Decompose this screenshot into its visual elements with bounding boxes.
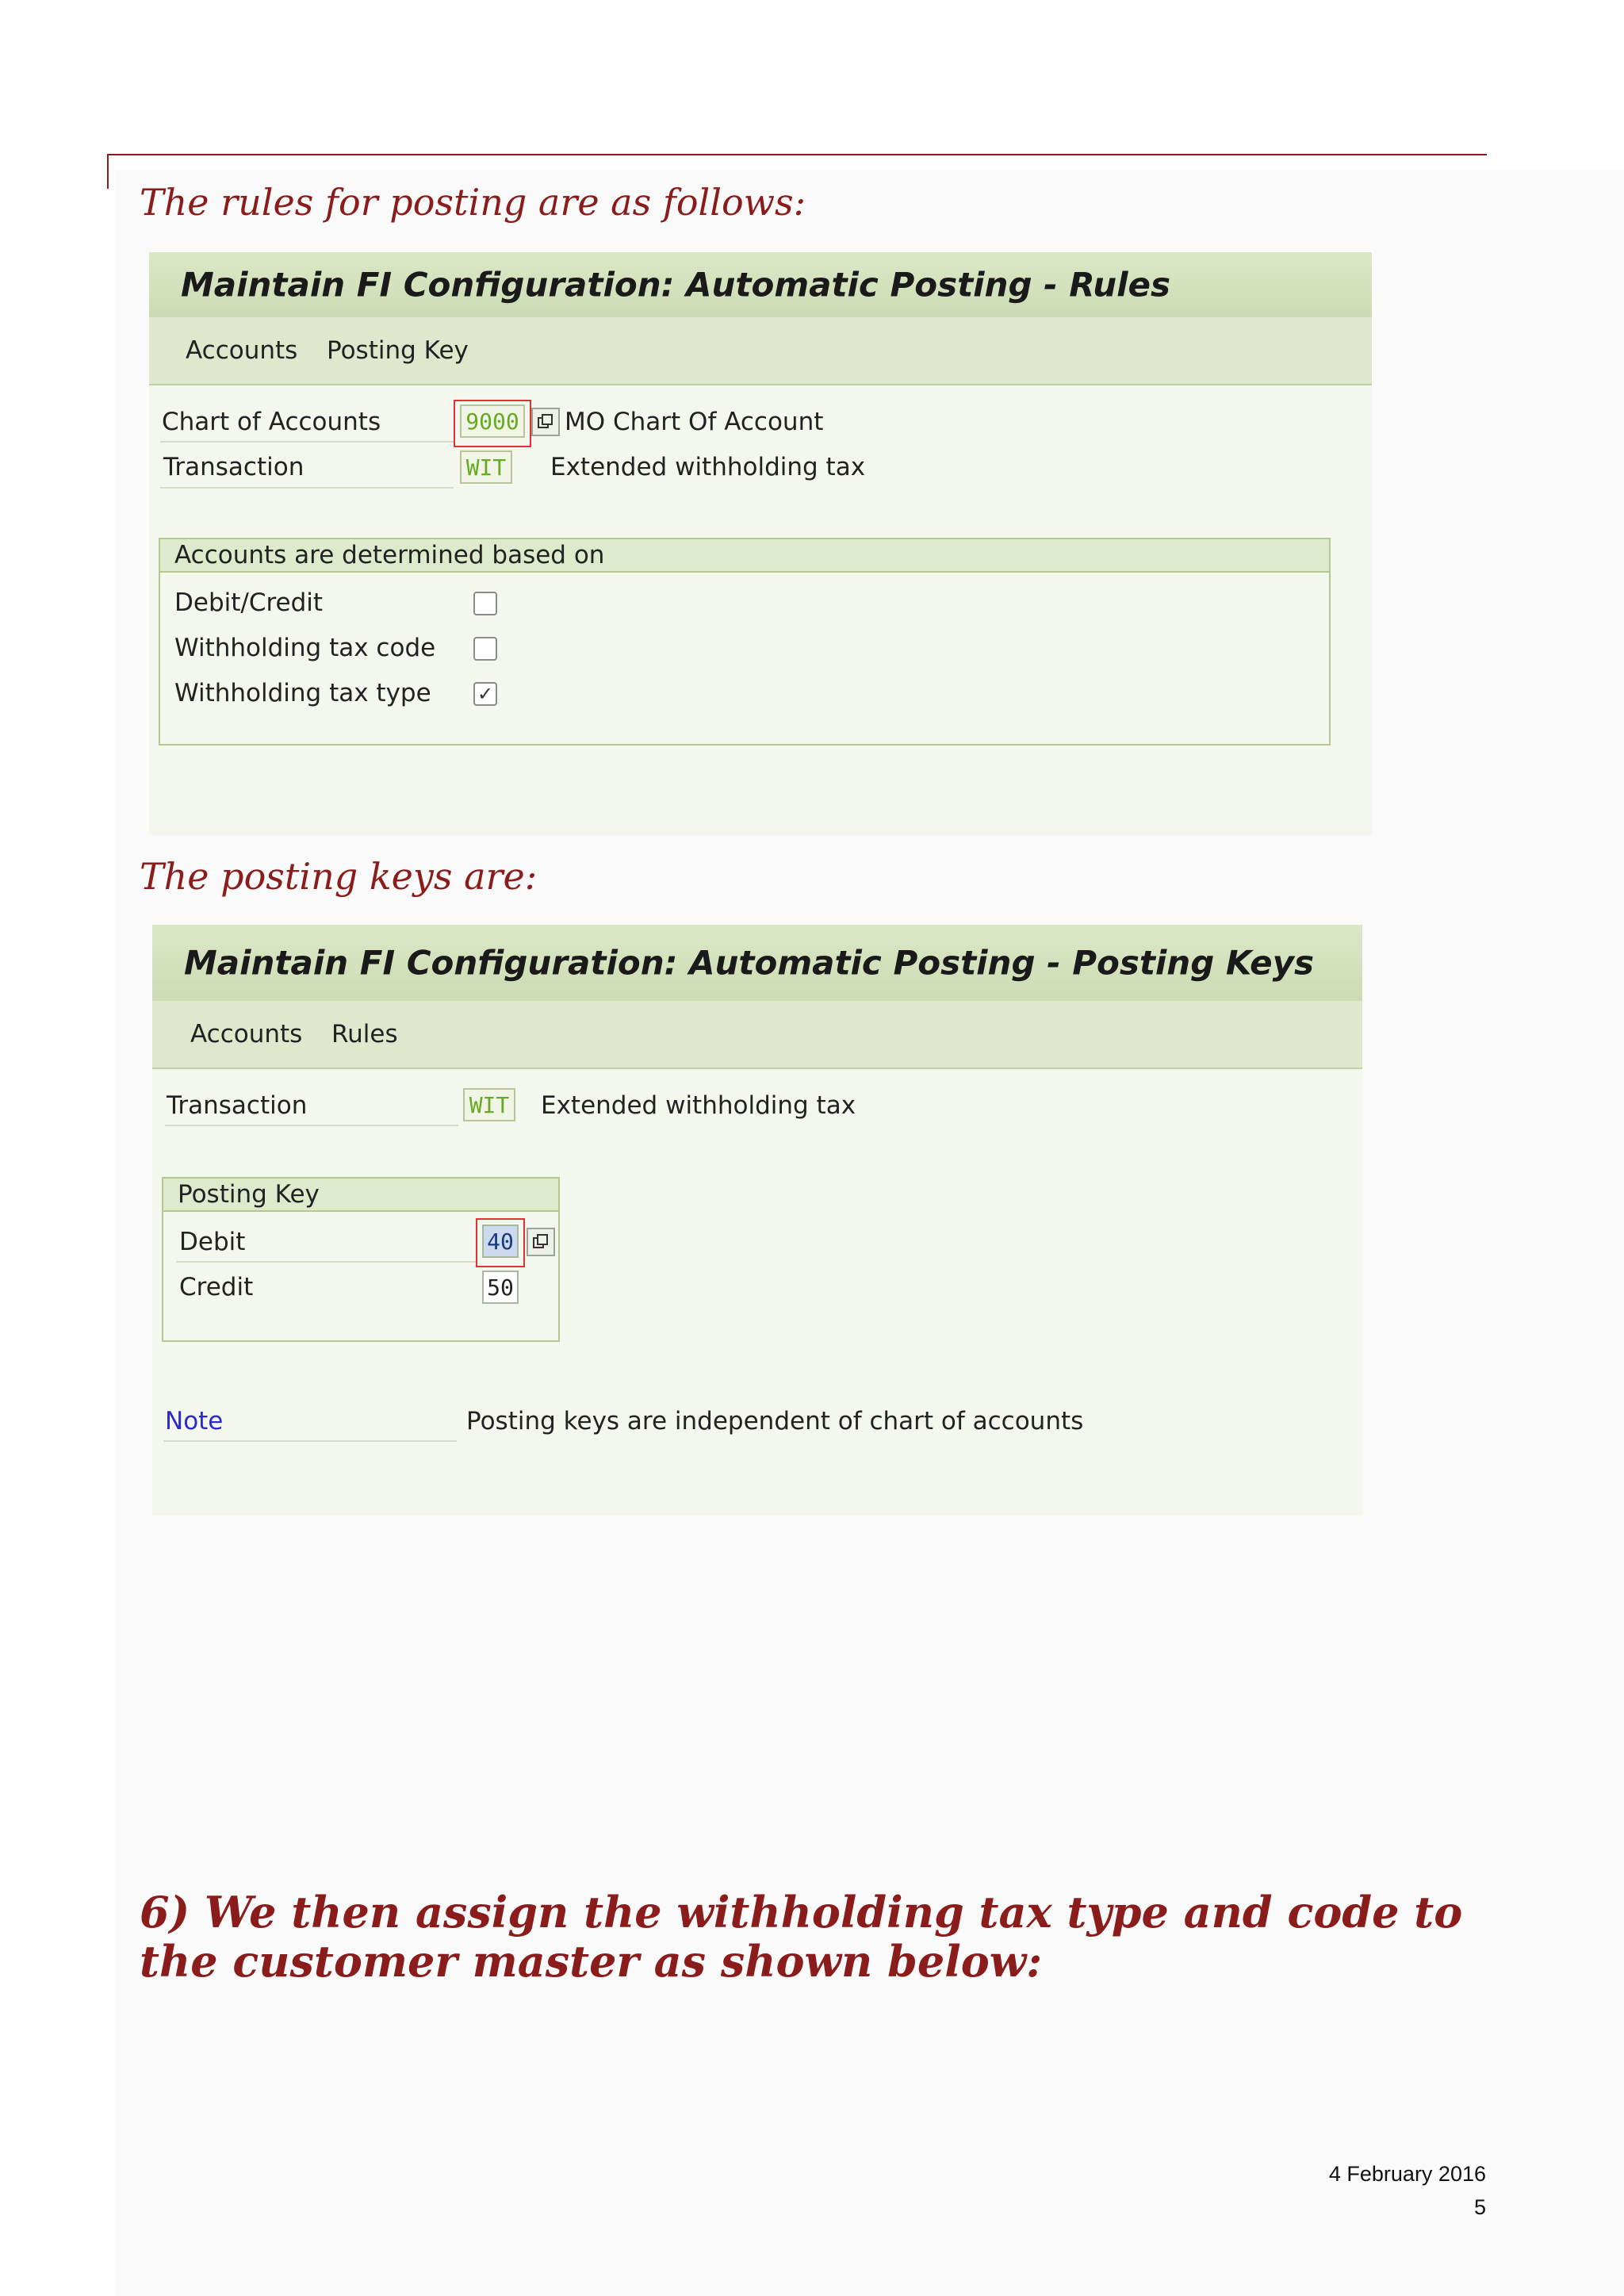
transaction-input[interactable]: WIT <box>463 1088 515 1121</box>
option-label: Withholding tax type <box>174 679 431 707</box>
group-header <box>163 1179 558 1212</box>
copy-icon[interactable] <box>531 408 560 436</box>
rules-menubar <box>149 317 1372 385</box>
rules-titlebar <box>149 252 1372 318</box>
group-title: Posting Key <box>178 1180 320 1209</box>
tax-type-checkbox[interactable]: ✓ <box>473 682 497 706</box>
page-number: 5 <box>1473 2195 1486 2219</box>
transaction-desc: Extended withholding tax <box>541 1091 856 1120</box>
label-underline <box>163 1440 457 1442</box>
chart-of-accounts-desc: MO Chart Of Account <box>565 408 824 436</box>
option-label: Withholding tax code <box>174 634 436 662</box>
rules-caption: The rules for posting are as follows: <box>140 181 806 224</box>
label-underline <box>160 441 454 443</box>
note-text: Posting keys are independent of chart of accounts <box>466 1407 1084 1435</box>
group-header <box>160 539 1329 573</box>
section-heading: 6) We then assign the withholding tax type and code to the customer master as shown below: <box>140 1887 1463 1987</box>
transaction-label: Transaction <box>163 453 304 481</box>
menu-posting-key[interactable]: Posting Key <box>327 336 469 365</box>
credit-posting-key-input[interactable]: 50 <box>482 1271 519 1304</box>
header-rule <box>107 154 1487 155</box>
credit-label: Credit <box>179 1273 254 1301</box>
debit-label: Debit <box>179 1228 246 1256</box>
keys-screen-title: Maintain FI Configuration: Automatic Posting - Posting Keys <box>184 943 1315 983</box>
posting-keys-screen <box>152 925 1362 1516</box>
debit-credit-checkbox[interactable] <box>473 592 497 615</box>
note-link[interactable]: Note <box>165 1407 224 1435</box>
transaction-label: Transaction <box>167 1091 308 1120</box>
footer-date: 4 February 2016 <box>1328 2162 1486 2186</box>
chart-of-accounts-label: Chart of Accounts <box>162 408 381 436</box>
header-rule-tick <box>107 154 109 189</box>
posting-key-group <box>162 1177 560 1342</box>
rules-screen-title: Maintain FI Configuration: Automatic Posting - Rules <box>181 265 1171 305</box>
keys-titlebar <box>152 925 1362 1002</box>
transaction-input[interactable]: WIT <box>460 450 512 484</box>
menu-accounts[interactable]: Accounts <box>190 1020 303 1048</box>
debit-posting-key-input[interactable]: 40 <box>482 1225 519 1258</box>
transaction-desc: Extended withholding tax <box>550 453 866 481</box>
label-underline <box>176 1261 477 1263</box>
group-title: Accounts are determined based on <box>174 541 605 569</box>
rules-screen <box>149 252 1372 835</box>
label-underline <box>160 487 454 489</box>
label-underline <box>165 1125 458 1126</box>
accounts-determined-group <box>159 538 1331 746</box>
option-label: Debit/Credit <box>174 588 324 617</box>
menu-accounts[interactable]: Accounts <box>186 336 298 365</box>
keys-menubar <box>152 1001 1362 1069</box>
menu-rules[interactable]: Rules <box>331 1020 398 1048</box>
tax-code-checkbox[interactable] <box>473 637 497 661</box>
chart-of-accounts-input[interactable]: 9000 <box>460 404 525 438</box>
copy-icon[interactable] <box>527 1228 555 1256</box>
keys-caption: The posting keys are: <box>140 855 538 898</box>
